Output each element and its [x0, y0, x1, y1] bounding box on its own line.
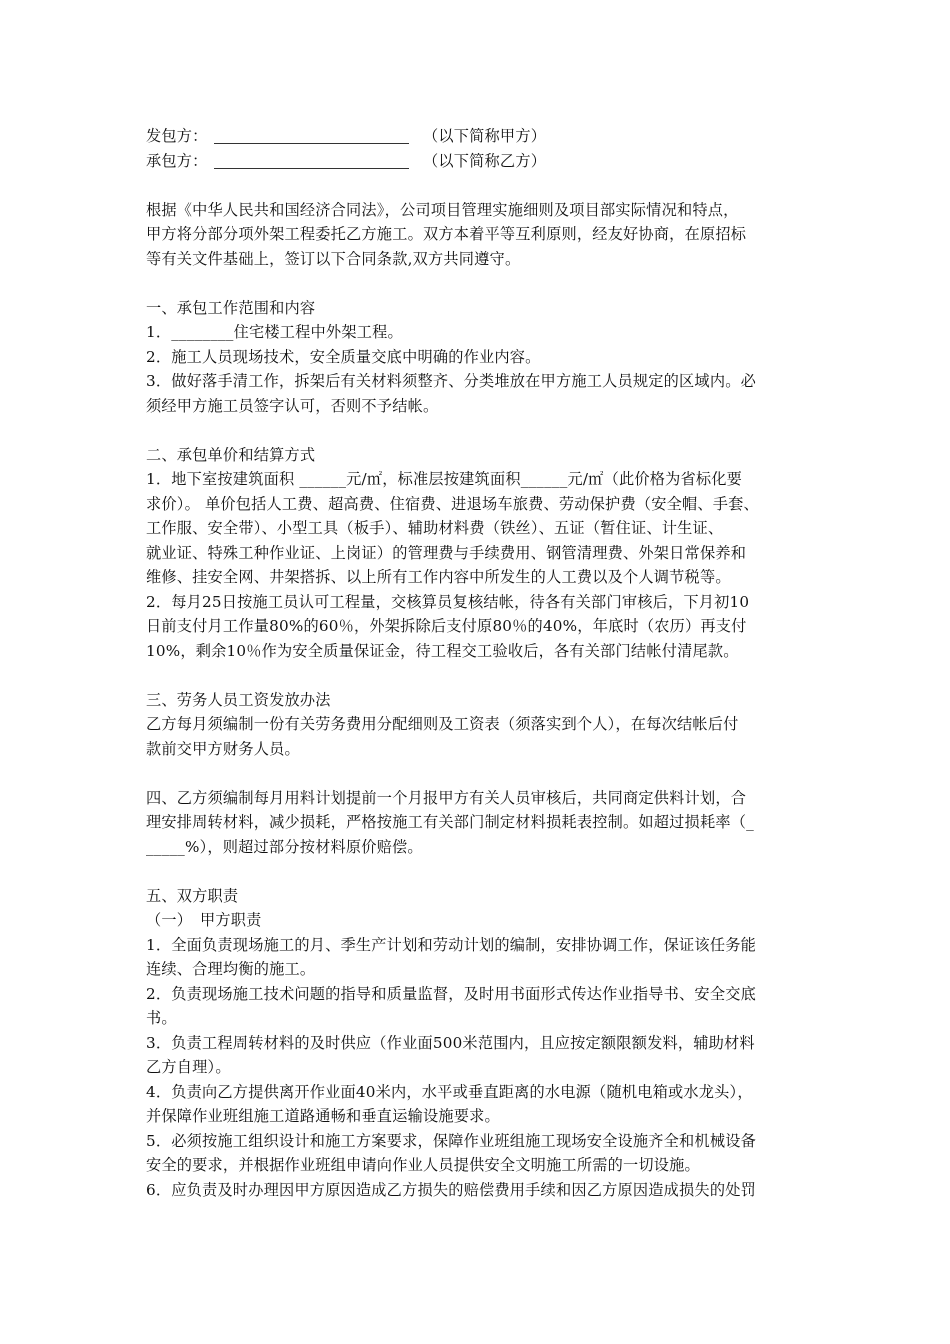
intro-line: 等有关文件基础上，签订以下合同条款,双方共同遵守。	[146, 249, 521, 268]
clause-line: 2．施工人员现场技术，安全质量交底中明确的作业内容。	[146, 347, 541, 366]
party-a-blank	[214, 126, 409, 144]
clause-line: 乙方自理）。	[146, 1058, 231, 1076]
spacer	[146, 663, 816, 688]
subsection-heading: （一） 甲方职责	[146, 911, 262, 929]
clause-line: 1．地下室按建筑面积 ______元/㎡，标准层按建筑面积______元/㎡（此价格为省标化要	[146, 470, 743, 488]
party-b-blank	[214, 151, 409, 169]
clause-line: _____%），则超过部分按材料原价赔偿。	[146, 837, 423, 856]
clause-line: 10%，剩余10％作为安全质量保证金，待工程交工验收后，各有关部门结帐付清尾款。	[146, 641, 739, 660]
clause-line: 3．负责工程周转材料的及时供应（作业面500米范围内，且应按定额限额发料，辅助材料	[146, 1033, 755, 1052]
clause-line: 乙方每月须编制一份有关劳务费用分配细则及工资表（须落实到个人），在每次结帐后付	[146, 715, 739, 733]
clause-line: 连续、合理均衡的施工。	[146, 960, 316, 978]
clause-line: 4．负责向乙方提供离开作业面40米内，水平或垂直距离的水电源（随机电箱或水龙头），	[146, 1082, 753, 1101]
section-heading: 二、承包单价和结算方式	[146, 445, 316, 464]
clause-line: 5．必须按施工组织设计和施工方案要求，保障作业班组施工现场安全设施齐全和机械设备	[146, 1131, 756, 1150]
clause-line: 求价）。 单价包括人工费、超高费、住宿费、进退场车旅费、劳动保护费（安全帽、手套、	[146, 494, 759, 513]
section-heading: 一、承包工作范围和内容	[146, 298, 316, 317]
party-a-line	[146, 124, 816, 149]
spacer	[146, 271, 816, 296]
clause-line: 安全的要求，并根据作业班组申请向作业人员提供安全文明施工所需的一切设施。	[146, 1156, 700, 1174]
clause-line: 2．每月25日按施工员认可工程量，交核算员复核结帐，待各有关部门审核后，下月初10	[146, 592, 750, 611]
party-b-line	[146, 149, 816, 174]
party-b-note: （以下简称乙方）	[423, 151, 547, 170]
spacer	[146, 418, 816, 443]
section-heading: 三、劳务人员工资发放办法	[146, 690, 331, 709]
clause-line: 2．负责现场施工技术问题的指导和质量监督，及时用书面形式传达作业指导书、安全交底	[146, 984, 756, 1003]
clause-line: 3．做好落手清工作，拆架后有关材料须整齐、分类堆放在甲方施工人员规定的区域内。必	[146, 372, 756, 390]
contract-page	[146, 124, 816, 1202]
clause-line: 6．应负责及时办理因甲方原因造成乙方损失的赔偿费用手续和因乙方原因造成损失的处罚	[146, 1180, 756, 1199]
clause-line: 须经甲方施工员签字认可，否则不予结帐。	[146, 396, 439, 415]
party-b-label: 承包方：	[146, 151, 208, 170]
clause-line: 就业证、特殊工种作业证、上岗证）的管理费与手续费用、钢管清理费、外架日常保养和	[146, 543, 747, 562]
clause-line: 工作服、安全带）、小型工具（板手）、辅助材料费（铁丝）、五证（暂住证、计生证、	[146, 519, 724, 537]
section-heading: 五、双方职责	[146, 886, 239, 905]
clause-line: 四、乙方须编制每月用料计划提前一个月报甲方有关人员审核后，共同商定供料计划，合	[146, 788, 747, 807]
spacer	[146, 859, 816, 884]
party-a-label: 发包方：	[146, 127, 208, 145]
clause-line: 1．全面负责现场施工的月、季生产计划和劳动计划的编制，安排协调工作，保证该任务能	[146, 935, 756, 954]
clause-line: 并保障作业班组施工道路通畅和垂直运输设施要求。	[146, 1107, 500, 1125]
clause-line: 书。	[146, 1009, 177, 1027]
intro-line: 根据《中华人民共和国经济合同法》，公司项目管理实施细则及项目部实际情况和特点，	[146, 200, 739, 219]
clause-line: 日前支付月工作量80%的60％，外架拆除后支付原80％的40%，年底时（农历）再支付	[146, 617, 747, 635]
clause-line: 款前交甲方财务人员。	[146, 739, 300, 758]
party-a-note: （以下简称甲方）	[423, 127, 547, 145]
intro-line: 甲方将分部分项外架工程委托乙方施工。双方本着平等互利原则，经友好协商，在原招标	[146, 225, 747, 243]
spacer	[146, 761, 816, 786]
spacer	[146, 173, 816, 198]
clause-line: 1．________住宅楼工程中外架工程。	[146, 323, 403, 341]
clause-line: 维修、挂安全网、井架搭拆、以上所有工作内容中所发生的人工费以及个人调节税等。	[146, 568, 731, 586]
clause-line: 理安排周转材料，减少损耗，严格按施工有关部门制定材料损耗表控制。如超过损耗率（_	[146, 813, 754, 831]
